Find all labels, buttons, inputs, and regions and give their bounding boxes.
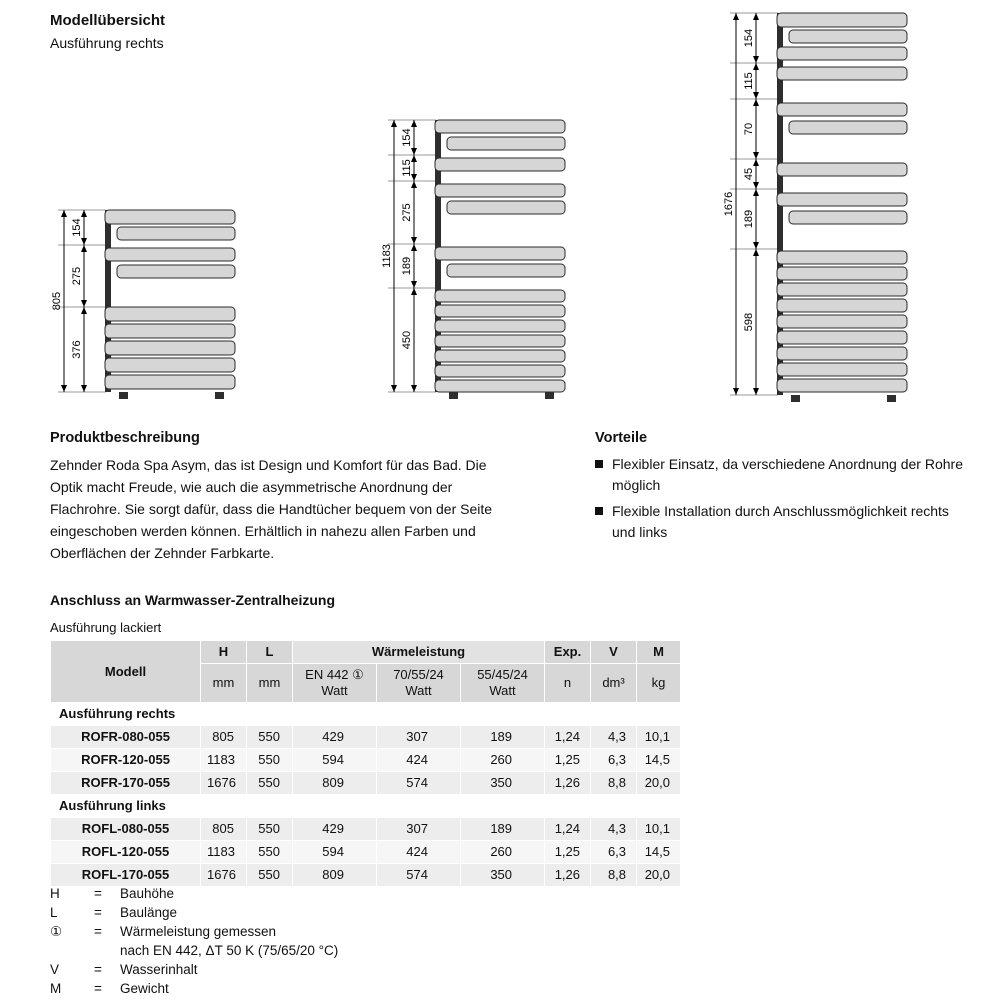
cell: 14,5 (637, 749, 681, 772)
advantage-text: Flexibler Einsatz, da verschiedene Anordnung der Rohre möglich (612, 456, 963, 493)
legend-row-note (50, 922, 338, 960)
cell: 429 (293, 726, 377, 749)
cell: 10,1 (637, 726, 681, 749)
spec-table (50, 640, 681, 887)
cell: 260 (461, 749, 545, 772)
section-row (51, 795, 681, 818)
unit-h: mm (201, 664, 247, 703)
table-heading: Anschluss an Warmwasser-Zentralheizung (50, 592, 335, 608)
cell: 550 (247, 841, 293, 864)
col-header-modell: Modell (51, 641, 201, 703)
unit-554524 (461, 664, 545, 703)
legend-text (120, 922, 338, 960)
cell: 594 (293, 841, 377, 864)
col-header-exp: Exp. (545, 641, 591, 664)
svg-text:189: 189 (743, 209, 755, 229)
cell: 805 (201, 726, 247, 749)
svg-text:70: 70 (743, 122, 755, 136)
legend-symbol: L (50, 905, 58, 920)
legend-text: Wasserinhalt (120, 962, 198, 977)
unit-en442 (293, 664, 377, 703)
unit-en442-line1: EN 442 ① (305, 667, 364, 682)
cell: 594 (293, 749, 377, 772)
radiator-diagram-805 (20, 200, 240, 410)
cell: 550 (247, 749, 293, 772)
legend-equals: = (94, 924, 102, 939)
cell: 574 (377, 772, 461, 795)
bullet-square-icon (595, 507, 603, 515)
legend-text: Baulänge (120, 905, 178, 920)
svg-text:376: 376 (71, 340, 83, 359)
cell: 189 (461, 818, 545, 841)
legend-row-h (50, 884, 338, 903)
unit-554524-line2: Watt (489, 683, 516, 698)
legend-equals: = (94, 981, 102, 996)
cell: 307 (377, 726, 461, 749)
cell: 307 (377, 818, 461, 841)
unit-en442-line2: Watt (321, 683, 348, 698)
cell: 14,5 (637, 841, 681, 864)
legend-symbol: H (50, 886, 60, 901)
col-header-h: H (201, 641, 247, 664)
cell: 4,3 (591, 818, 637, 841)
cell: 6,3 (591, 841, 637, 864)
legend-text-line2: nach EN 442, ΔT 50 K (75/65/20 °C) (120, 943, 339, 958)
radiator-diagram-1183 (350, 110, 570, 410)
cell: 10,1 (637, 818, 681, 841)
cell: 809 (293, 772, 377, 795)
legend-row-v (50, 960, 338, 979)
cell: 260 (461, 841, 545, 864)
cell: 809 (293, 864, 377, 887)
svg-text:154: 154 (71, 218, 83, 237)
advantages-heading: Vorteile (595, 430, 648, 446)
advantages-section (595, 430, 973, 548)
col-header-m: M (637, 641, 681, 664)
svg-text:154: 154 (743, 28, 755, 48)
table-row (51, 772, 681, 795)
cell: 189 (461, 726, 545, 749)
advantage-item (595, 501, 973, 543)
col-header-l: L (247, 641, 293, 664)
table-row (51, 726, 681, 749)
svg-text:115: 115 (743, 72, 755, 90)
cell: 1,26 (545, 864, 591, 887)
legend-text: Bauhöhe (120, 886, 175, 901)
page-subtitle: Ausführung rechts (50, 35, 164, 51)
cell: 1183 (201, 749, 247, 772)
cell-model: ROFL-080-055 (51, 818, 201, 841)
cell: 1676 (201, 864, 247, 887)
product-description-heading: Produktbeschreibung (50, 430, 200, 446)
cell: 20,0 (637, 772, 681, 795)
legend-symbol: V (50, 962, 60, 977)
cell: 8,8 (591, 864, 637, 887)
cell: 20,0 (637, 864, 681, 887)
table-row (51, 841, 681, 864)
cell-model: ROFR-080-055 (51, 726, 201, 749)
cell: 550 (247, 818, 293, 841)
cell-model: ROFR-120-055 (51, 749, 201, 772)
unit-m: kg (637, 664, 681, 703)
svg-text:275: 275 (71, 266, 83, 286)
section-label-links: Ausführung links (51, 795, 681, 818)
cell: 424 (377, 841, 461, 864)
radiator-diagram-1676 (692, 5, 912, 410)
unit-705524-line2: Watt (405, 683, 432, 698)
cell: 550 (247, 772, 293, 795)
legend-symbol: ① (50, 924, 63, 939)
cell: 574 (377, 864, 461, 887)
col-header-v: V (591, 641, 637, 664)
svg-text:275: 275 (401, 203, 413, 222)
table-header-row (51, 641, 681, 664)
advantage-item (595, 454, 973, 496)
legend-equals: = (94, 905, 102, 920)
svg-text:450: 450 (401, 330, 413, 350)
table-row (51, 818, 681, 841)
svg-text:189: 189 (401, 256, 413, 276)
legend-symbol: M (50, 981, 62, 996)
product-description-section (50, 430, 512, 564)
cell: 1676 (201, 772, 247, 795)
cell: 429 (293, 818, 377, 841)
cell: 1,24 (545, 726, 591, 749)
legend-row-l (50, 903, 338, 922)
svg-text:805: 805 (51, 291, 63, 311)
cell: 6,3 (591, 749, 637, 772)
unit-l: mm (247, 664, 293, 703)
cell: 1,25 (545, 841, 591, 864)
legend (50, 884, 338, 998)
legend-row-m (50, 979, 338, 998)
unit-v: dm³ (591, 664, 637, 703)
svg-text:115: 115 (401, 159, 413, 177)
svg-text:45: 45 (743, 167, 755, 181)
table-subheading: Ausführung lackiert (50, 620, 162, 635)
unit-705524-line1: 70/55/24 (393, 667, 444, 682)
bullet-square-icon (595, 460, 603, 468)
legend-text: Gewicht (120, 981, 169, 996)
cell: 8,8 (591, 772, 637, 795)
unit-exp: n (545, 664, 591, 703)
legend-equals: = (94, 962, 102, 977)
cell-model: ROFR-170-055 (51, 772, 201, 795)
svg-text:1676: 1676 (723, 191, 735, 217)
section-label-rechts: Ausführung rechts (51, 703, 681, 726)
svg-text:1183: 1183 (381, 244, 393, 268)
cell-model: ROFL-120-055 (51, 841, 201, 864)
legend-text-line1: Wärmeleistung gemessen (120, 924, 277, 939)
cell: 1183 (201, 841, 247, 864)
cell-model: ROFL-170-055 (51, 864, 201, 887)
table-row (51, 749, 681, 772)
cell: 1,26 (545, 772, 591, 795)
svg-text:154: 154 (401, 128, 413, 147)
cell: 350 (461, 864, 545, 887)
unit-705524 (377, 664, 461, 703)
page-title: Modellübersicht (50, 12, 166, 29)
legend-equals: = (94, 886, 102, 901)
cell: 350 (461, 772, 545, 795)
col-header-waermeleistung: Wärmeleistung (293, 641, 545, 664)
cell: 1,25 (545, 749, 591, 772)
advantage-text: Flexible Installation durch Anschlussmöglichkeit rechts und links (612, 503, 949, 540)
section-row (51, 703, 681, 726)
svg-text:598: 598 (743, 312, 755, 332)
cell: 550 (247, 864, 293, 887)
cell: 4,3 (591, 726, 637, 749)
unit-554524-line1: 55/45/24 (477, 667, 528, 682)
cell: 550 (247, 726, 293, 749)
cell: 1,24 (545, 818, 591, 841)
cell: 805 (201, 818, 247, 841)
product-description-text: Zehnder Roda Spa Asym, das ist Design und Komfort für das Bad. Die Optik macht Freude, wie auch die asymmetrische Anordnung der Flachrohre. Sie sorgt dafür, dass die Handtücher bequem von der Seite eingeschoben werden können. Erhältlich in nahezu allen Farben und Oberflächen der Zehnder Farbkarte. (50, 457, 493, 561)
cell: 424 (377, 749, 461, 772)
